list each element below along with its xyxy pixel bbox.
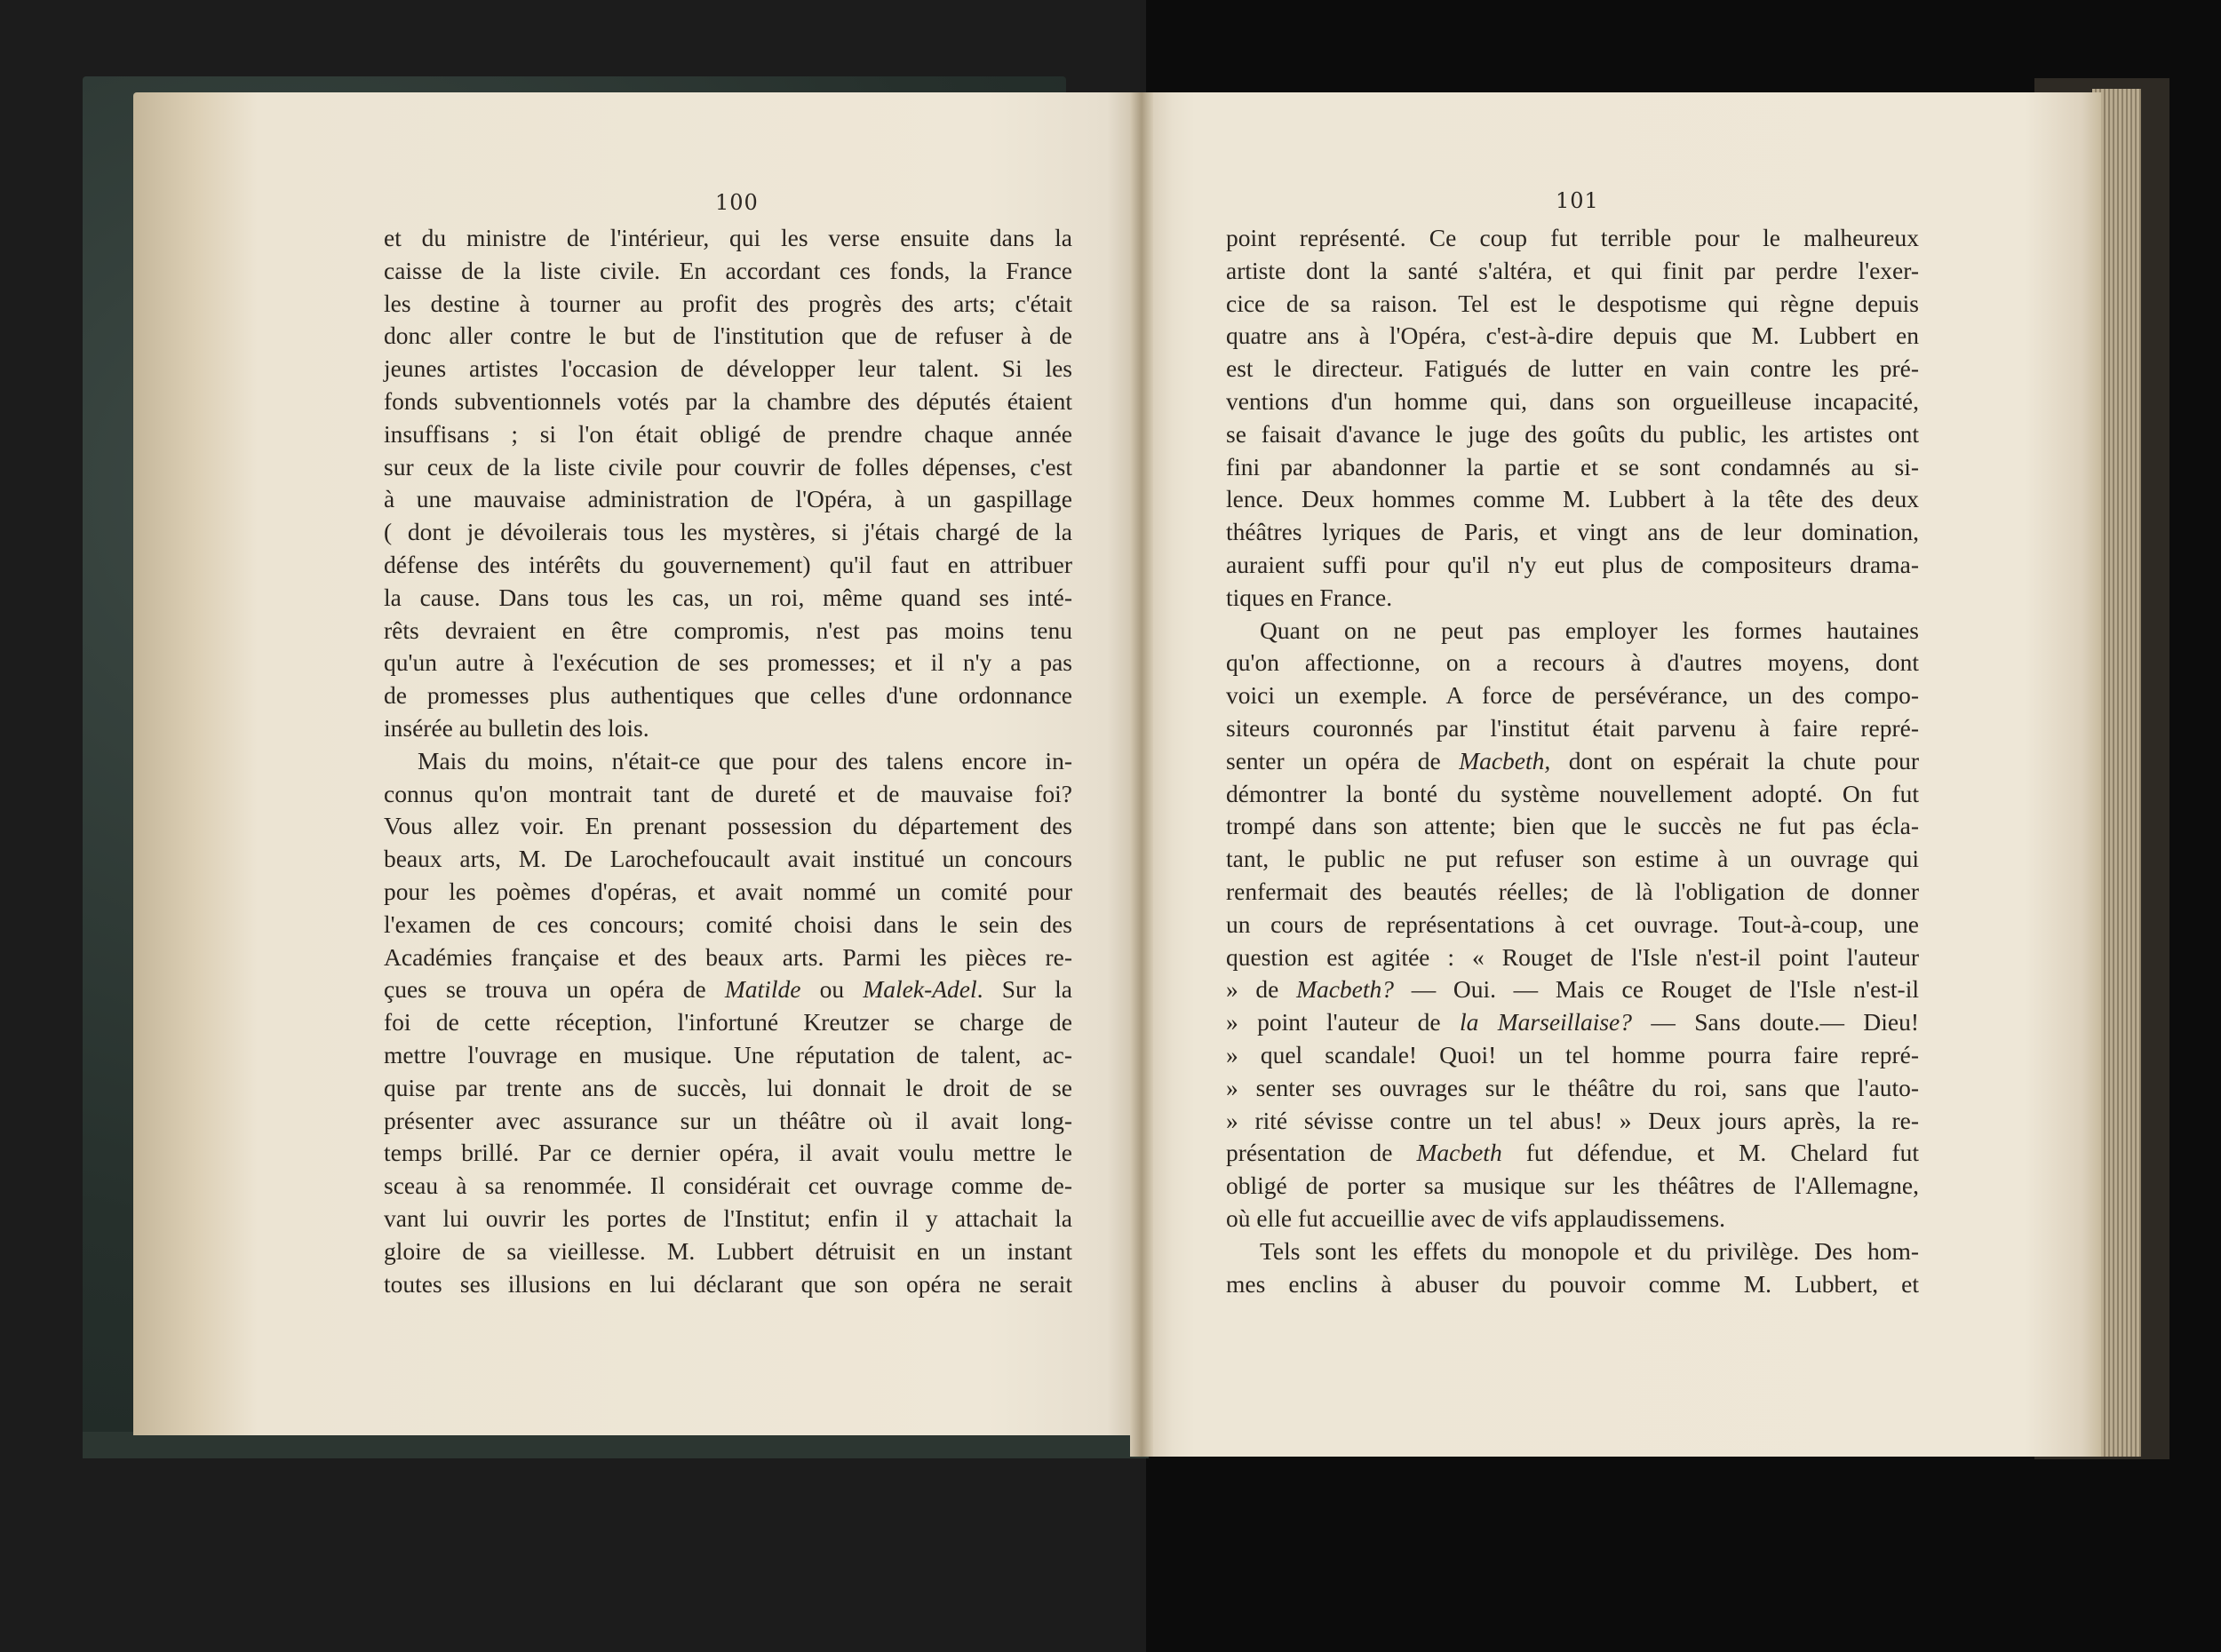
book-cover-left-bottom — [83, 1432, 1149, 1458]
text-segment: » point l'auteur de — [1226, 1008, 1441, 1036]
text-segment: ou — [819, 975, 845, 1004]
text-line: présenter avec assurance sur un théâtre où il avait long- — [384, 1106, 1072, 1134]
text-line: les destine à tourner au profit des progrès des arts; c'était — [384, 289, 1072, 317]
text-line: cice de sa raison. Tel est le despotisme qui règne depuis — [1226, 289, 1919, 317]
text-line: la cause. Dans tous les cas, un roi, même quand ses inté- — [384, 583, 1072, 611]
italic-title-macbeth: Macbeth — [1416, 1139, 1502, 1167]
text-line: obligé de porter sa musique sur les théâtres de l'Allemagne, — [1226, 1171, 1919, 1200]
page-number-left: 100 — [715, 190, 759, 215]
italic-title-marseillaise: la Marseillaise? — [1460, 1008, 1633, 1036]
text-line: foi de cette réception, l'infortuné Kreutzer se charge de — [384, 1008, 1072, 1036]
text-line: fini par abandonner la partie et se sont condamnés au si- — [1226, 452, 1919, 481]
text-line: se faisait d'avance le juge des goûts du public, les artistes ont — [1226, 419, 1919, 448]
text-line: pour les poèmes d'opéras, et avait nommé un comité pour — [384, 877, 1072, 905]
text-segment: fut défendue, et M. Chelard fut — [1525, 1139, 1920, 1167]
text-line-italic-mix — [1226, 1137, 1919, 1170]
text-line: auraient suffi pour qu'il n'y eut plus de compositeurs drama- — [1226, 550, 1919, 578]
text-line: gloire de sa vieillesse. M. Lubbert détruisit en un instant — [384, 1236, 1072, 1265]
text-segment: senter un opéra de — [1226, 746, 1441, 774]
text-line: quatre ans à l'Opéra, c'est-à-dire depuis que M. Lubbert en — [1226, 322, 1919, 350]
text-line: siteurs couronnés par l'institut était parvenu à faire repré- — [1226, 713, 1919, 742]
text-line-italic-mix — [1226, 1006, 1919, 1039]
text-line: Mais du moins, n'était-ce que pour des talens encore in- — [418, 746, 1072, 774]
text-line-italic-mix — [1226, 745, 1919, 778]
text-line: rêts devraient en être compromis, n'est pas moins tenu — [384, 616, 1072, 644]
page-number-right: 101 — [1556, 188, 1599, 213]
text-line: mes enclins à abuser du pouvoir comme M. Lubbert, et — [1226, 1269, 1919, 1298]
text-line: renfermait des beautés réelles; de là l'obligation de donner — [1226, 877, 1919, 905]
text-line: » senter ses ouvrages sur le théâtre du roi, sans que l'auto- — [1226, 1073, 1919, 1101]
text-line: défense des intérêts du gouvernement) qu'il faut en attribuer — [384, 550, 1072, 578]
text-line: un cours de représentations à cet ouvrage. Tout-à-coup, une — [1226, 909, 1919, 938]
text-line: » rité sévisse contre un tel abus! » Deux jours après, la re- — [1226, 1106, 1919, 1134]
text-line: trompé dans son attente; bien que le succès ne fut pas écla- — [1226, 812, 1919, 840]
text-line: voici un exemple. A force de persévérance, un des compo- — [1226, 681, 1919, 710]
text-line: tiques en France. — [1226, 583, 1393, 611]
text-line: ventions d'un homme qui, dans son orgueilleuse incapacité, — [1226, 386, 1919, 415]
text-segment: présentation de — [1226, 1139, 1393, 1167]
text-line: insérée au bulletin des lois. — [384, 713, 649, 742]
text-segment: — Oui. — Mais ce Rouget de l'Isle n'est-il — [1411, 975, 1919, 1004]
text-line: théâtres lyriques de Paris, et vingt ans de leur domination, — [1226, 518, 1919, 546]
text-line: toutes ses illusions en lui déclarant que son opéra ne serait — [384, 1269, 1072, 1298]
text-line: Vous allez voir. En prenant possession du département des — [384, 812, 1072, 840]
text-segment: çues se trouva un opéra de — [384, 975, 706, 1004]
text-line: beaux arts, M. De Larochefoucault avait institué un concours — [384, 845, 1072, 873]
italic-title-macbeth: Macbeth, — [1459, 746, 1551, 774]
text-line: sceau à sa renommée. Il considérait cet ouvrage comme de- — [384, 1171, 1072, 1200]
text-line: Quant on ne peut pas employer les formes hautaines — [1260, 616, 1919, 644]
text-line: question est agitée : « Rouget de l'Isle n'est-il point l'auteur — [1226, 942, 1919, 971]
text-segment: » de — [1226, 975, 1279, 1004]
text-line: point représenté. Ce coup fut terrible pour le malheureux — [1226, 224, 1919, 251]
book-gutter — [1130, 92, 1153, 1457]
text-line: est le directeur. Fatigués de lutter en vain contre les pré- — [1226, 354, 1919, 383]
text-line: caisse de la liste civile. En accordant ces fonds, la France — [384, 256, 1072, 284]
text-line: ( dont je dévoilerais tous les mystères, si j'étais chargé de la — [384, 518, 1072, 546]
text-line: artiste dont la santé s'altéra, et qui finit par perdre l'exer- — [1226, 256, 1919, 284]
italic-title-macbeth: Macbeth? — [1296, 975, 1395, 1004]
text-line: vant lui ouvrir les portes de l'Institut; enfin il y attachait la — [384, 1203, 1072, 1232]
text-line: lence. Deux hommes comme M. Lubbert à la tête des deux — [1226, 485, 1919, 513]
text-line: Tels sont les effets du monopole et du privilège. Des hom- — [1260, 1236, 1919, 1265]
text-line: de promesses plus authentiques que celles d'une ordonnance — [384, 681, 1072, 710]
text-line: et du ministre de l'intérieur, qui les verse ensuite dans la — [384, 224, 1072, 251]
text-line: connus qu'on montrait tant de dureté et de mauvaise foi? — [384, 779, 1072, 807]
right-page-text — [1226, 222, 1919, 1300]
text-line: où elle fut accueillie avec de vifs applaudissemens. — [1226, 1203, 1726, 1232]
text-line: donc aller contre le but de l'institution que de refuser à de — [384, 322, 1072, 350]
italic-title-malek-adel: Malek-Adel — [863, 975, 977, 1004]
text-line: » quel scandale! Quoi! un tel homme pourra faire repré- — [1226, 1040, 1919, 1068]
left-page-text — [384, 222, 1072, 1300]
text-line: démontrer la bonté du système nouvellement adopté. On fut — [1226, 779, 1919, 807]
text-line: fonds subventionnels votés par la chambre des députés étaient — [384, 386, 1072, 415]
text-line: qu'on affectionne, on a recours à d'autres moyens, dont — [1226, 648, 1919, 677]
text-line: Académies française et des beaux arts. Parmi les pièces re- — [384, 942, 1072, 971]
text-line: mettre l'ouvrage en musique. Une réputation de talent, ac- — [384, 1040, 1072, 1068]
text-line: insuffisans ; si l'on était obligé de prendre chaque année — [384, 419, 1072, 448]
text-line: tant, le public ne put refuser son estime à un ouvrage qui — [1226, 845, 1919, 873]
text-line: temps brillé. Par ce dernier opéra, il avait voulu mettre le — [384, 1139, 1072, 1167]
text-segment: dont on espérait la chute pour — [1568, 746, 1919, 774]
text-segment: — Sans doute.— Dieu! — [1651, 1008, 1920, 1036]
text-line: jeunes artistes l'occasion de développer leur talent. Si les — [384, 354, 1072, 383]
italic-title-matilde: Matilde — [724, 975, 801, 1004]
text-line: l'examen de ces concours; comité choisi dans le sein des — [384, 909, 1072, 938]
text-line-italic-mix — [384, 973, 1072, 1006]
text-line-italic-mix — [1226, 973, 1919, 1006]
text-line: quise par trente ans de succès, lui donnait le droit de se — [384, 1073, 1072, 1101]
text-line: qu'un autre à l'exécution de ses promesses; et il n'y a pas — [384, 648, 1072, 677]
text-segment: . Sur la — [976, 975, 1072, 1004]
text-line: sur ceux de la liste civile pour couvrir de folles dépenses, c'est — [384, 452, 1072, 481]
text-line: à une mauvaise administration de l'Opéra, à un gaspillage — [384, 485, 1072, 513]
